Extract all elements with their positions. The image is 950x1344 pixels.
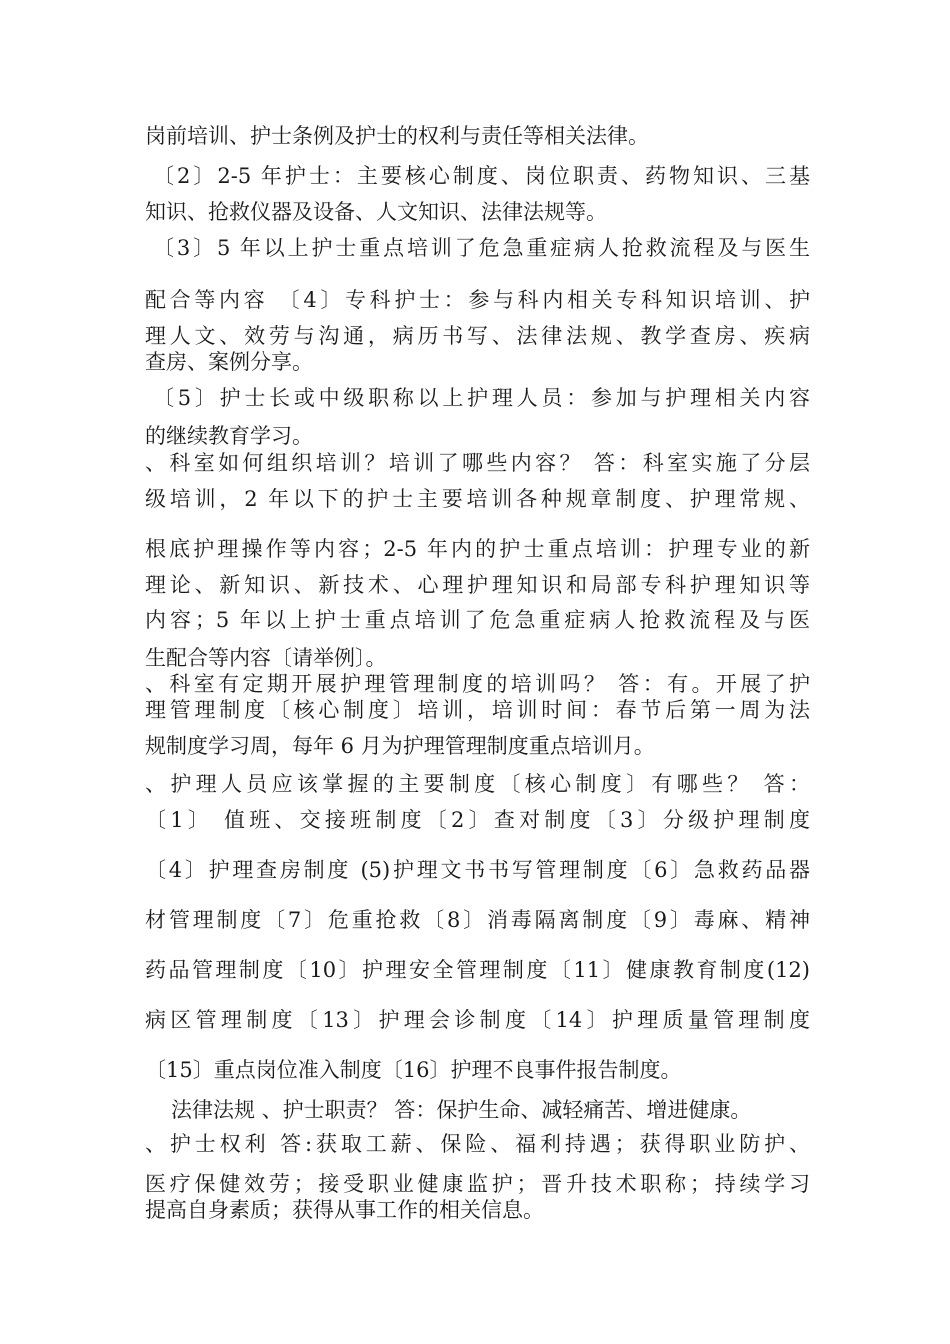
text-line: 查房、案例分享。 — [145, 350, 313, 374]
text-line: 材管理制度〔7〕危重抢救〔8〕消毒隔离制度〔9〕毒麻、精神 — [145, 908, 810, 932]
text-line: 理管理制度〔核心制度〕培训，培训时间：春节后第一周为法 — [145, 698, 810, 722]
text-line: 的继续教育学习。 — [145, 424, 313, 448]
text-line: 内容；5 年以上护士重点培训了危急重症病人抢救流程及与医 — [145, 608, 810, 632]
text-line: 、护士权利 答:获取工薪、保险、福利持遇；获得职业防护、 — [145, 1132, 810, 1156]
text-line: 医疗保健效劳；接受职业健康监护；晋升技术职称；持续学习 — [145, 1172, 810, 1196]
text-line: 、科室有定期开展护理管理制度的培训吗？ 答：有。开展了护 — [145, 672, 810, 696]
text-line: 〔2〕2-5 年护士：主要核心制度、岗位职责、药物知识、三基 — [153, 164, 810, 188]
text-line: 根底护理操作等内容；2-5 年内的护士重点培训：护理专业的新 — [145, 537, 810, 561]
text-line: 知识、抢救仪器及设备、人文知识、法律法规等。 — [145, 200, 607, 224]
text-line: 〔1〕 值班、交接班制度〔2〕查对制度〔3〕分级护理制度 — [145, 808, 810, 832]
text-line: 药品管理制度〔10〕护理安全管理制度〔11〕健康教育制度(12) — [145, 958, 810, 982]
text-line: 提高自身素质；获得从事工作的相关信息。 — [145, 1198, 544, 1222]
text-line: 〔4〕护理查房制度 (5)护理文书书写管理制度〔6〕急救药品器 — [145, 858, 810, 882]
text-line: 配合等内容 〔4〕专科护士：参与科内相关专科知识培训、护 — [145, 288, 810, 312]
text-line: 规制度学习周，每年 6 月为护理管理制度重点培训月。 — [145, 734, 655, 758]
text-line: 生配合等内容〔请举例〕。 — [145, 646, 387, 670]
text-line: 理论、新知识、新技术、心理护理知识和局部专科护理知识等 — [145, 573, 810, 597]
text-line: 病区管理制度〔13〕护理会诊制度〔14〕护理质量管理制度 — [145, 1008, 810, 1032]
text-line: 〔5〕护士长或中级职称以上护理人员：参加与护理相关内容 — [153, 386, 810, 410]
text-line: 、护理人员应该掌握的主要制度〔核心制度〕有哪些？ 答： — [145, 772, 810, 796]
text-line: 、科室如何组织培训？培训了哪些内容？ 答：科室实施了分层 — [145, 451, 810, 475]
text-line: 级培训，2 年以下的护士主要培训各种规章制度、护理常规、 — [145, 487, 810, 511]
text-line: 法律法规 、护士职责？ 答：保护生命、减轻痛苦、增进健康。 — [171, 1098, 752, 1122]
text-line: 理人文、效劳与沟通，病历书写、法律法规、教学查房、疾病 — [145, 324, 810, 348]
text-line: 〔3〕5 年以上护士重点培训了危急重症病人抢救流程及与医生 — [153, 236, 810, 260]
text-line: 岗前培训、护士条例及护士的权利与责任等相关法律。 — [145, 124, 649, 148]
text-line: 〔15〕重点岗位准入制度〔16〕护理不良事件报告制度。 — [145, 1058, 682, 1082]
